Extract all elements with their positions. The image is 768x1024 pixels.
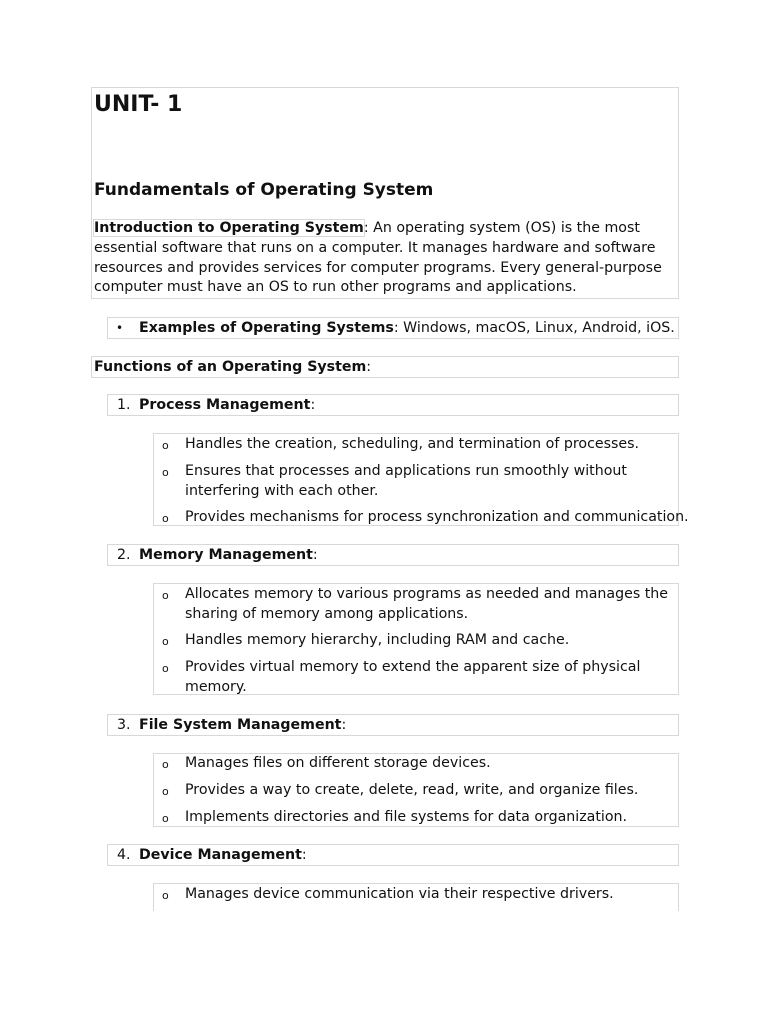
function-title-line bbox=[139, 715, 346, 735]
intro-term: Introduction to Operating System bbox=[94, 220, 364, 236]
function-heading-device bbox=[107, 844, 679, 866]
sub-bullet-marker: o bbox=[162, 466, 169, 479]
functions-heading-suffix: : bbox=[366, 359, 372, 375]
function-number: 1. bbox=[117, 397, 131, 413]
examples-line bbox=[139, 318, 675, 338]
function-title: File System Management bbox=[139, 717, 342, 733]
function-heading-process bbox=[107, 394, 679, 416]
functions-heading-line bbox=[94, 357, 371, 377]
memory-management-list bbox=[153, 583, 679, 695]
device-management-list bbox=[153, 883, 679, 911]
examples-bullet-row bbox=[107, 317, 679, 339]
function-title: Device Management bbox=[139, 847, 302, 863]
unit-title: UNIT- 1 bbox=[94, 92, 183, 117]
list-item-text: Handles the creation, scheduling, and termination of processes. bbox=[185, 436, 640, 452]
intro-text: : An operating system (OS) is the most essential software that runs on a computer. It manages hardware and software resources and provides services for computer programs. Every general-purpose computer must have an OS to run other programs and applications. bbox=[94, 220, 662, 296]
function-title-suffix: : bbox=[310, 397, 316, 413]
function-title-suffix: : bbox=[312, 547, 318, 563]
sub-bullet-marker: o bbox=[162, 635, 169, 648]
sub-bullet-marker: o bbox=[162, 439, 169, 452]
function-number: 3. bbox=[117, 717, 131, 733]
intro-paragraph bbox=[94, 219, 672, 298]
list-item-text: Ensures that processes and applications run smoothly without interfering with each other. bbox=[185, 463, 627, 499]
function-heading-file-system bbox=[107, 714, 679, 736]
list-item-text: Handles memory hierarchy, including RAM and cache. bbox=[185, 632, 570, 648]
list-item-text: Provides a way to create, delete, read, write, and organize files. bbox=[185, 782, 639, 798]
function-title-suffix: : bbox=[301, 847, 307, 863]
sub-bullet-marker: o bbox=[162, 785, 169, 798]
function-number: 2. bbox=[117, 547, 131, 563]
sub-bullet-marker: o bbox=[162, 512, 169, 525]
sub-bullet-marker: o bbox=[162, 889, 169, 902]
sub-bullet-marker: o bbox=[162, 812, 169, 825]
sub-bullet-marker: o bbox=[162, 758, 169, 771]
list-item-text: Allocates memory to various programs as needed and manages the sharing of memory among applications. bbox=[185, 586, 669, 622]
process-management-list bbox=[153, 433, 689, 526]
function-title-line bbox=[139, 845, 307, 865]
examples-text: : Windows, macOS, Linux, Android, iOS. bbox=[393, 320, 675, 336]
function-title: Process Management bbox=[139, 397, 311, 413]
list-item-text: Implements directories and file systems for data organization. bbox=[185, 809, 628, 825]
list-item-text: Manages files on different storage devices. bbox=[185, 755, 491, 771]
examples-term: Examples of Operating Systems bbox=[139, 320, 394, 336]
function-heading-memory bbox=[107, 544, 679, 566]
function-title-line bbox=[139, 545, 318, 565]
chapter-title: Fundamentals of Operating System bbox=[94, 180, 434, 200]
sub-bullet-marker: o bbox=[162, 589, 169, 602]
functions-heading bbox=[91, 356, 679, 378]
function-number: 4. bbox=[117, 847, 131, 863]
bullet-marker: • bbox=[116, 321, 124, 335]
functions-heading-term: Functions of an Operating System bbox=[94, 359, 367, 375]
intro-section bbox=[91, 87, 679, 299]
file-system-management-list bbox=[153, 753, 679, 827]
list-item-text: Provides mechanisms for process synchronization and communication. bbox=[185, 509, 689, 525]
list-item-text: Provides virtual memory to extend the apparent size of physical memory. bbox=[185, 659, 641, 695]
function-title-line bbox=[139, 395, 315, 415]
function-title-suffix: : bbox=[341, 717, 347, 733]
function-title: Memory Management bbox=[139, 547, 313, 563]
sub-bullet-marker: o bbox=[162, 662, 169, 675]
list-item-text: Manages device communication via their respective drivers. bbox=[185, 886, 614, 902]
